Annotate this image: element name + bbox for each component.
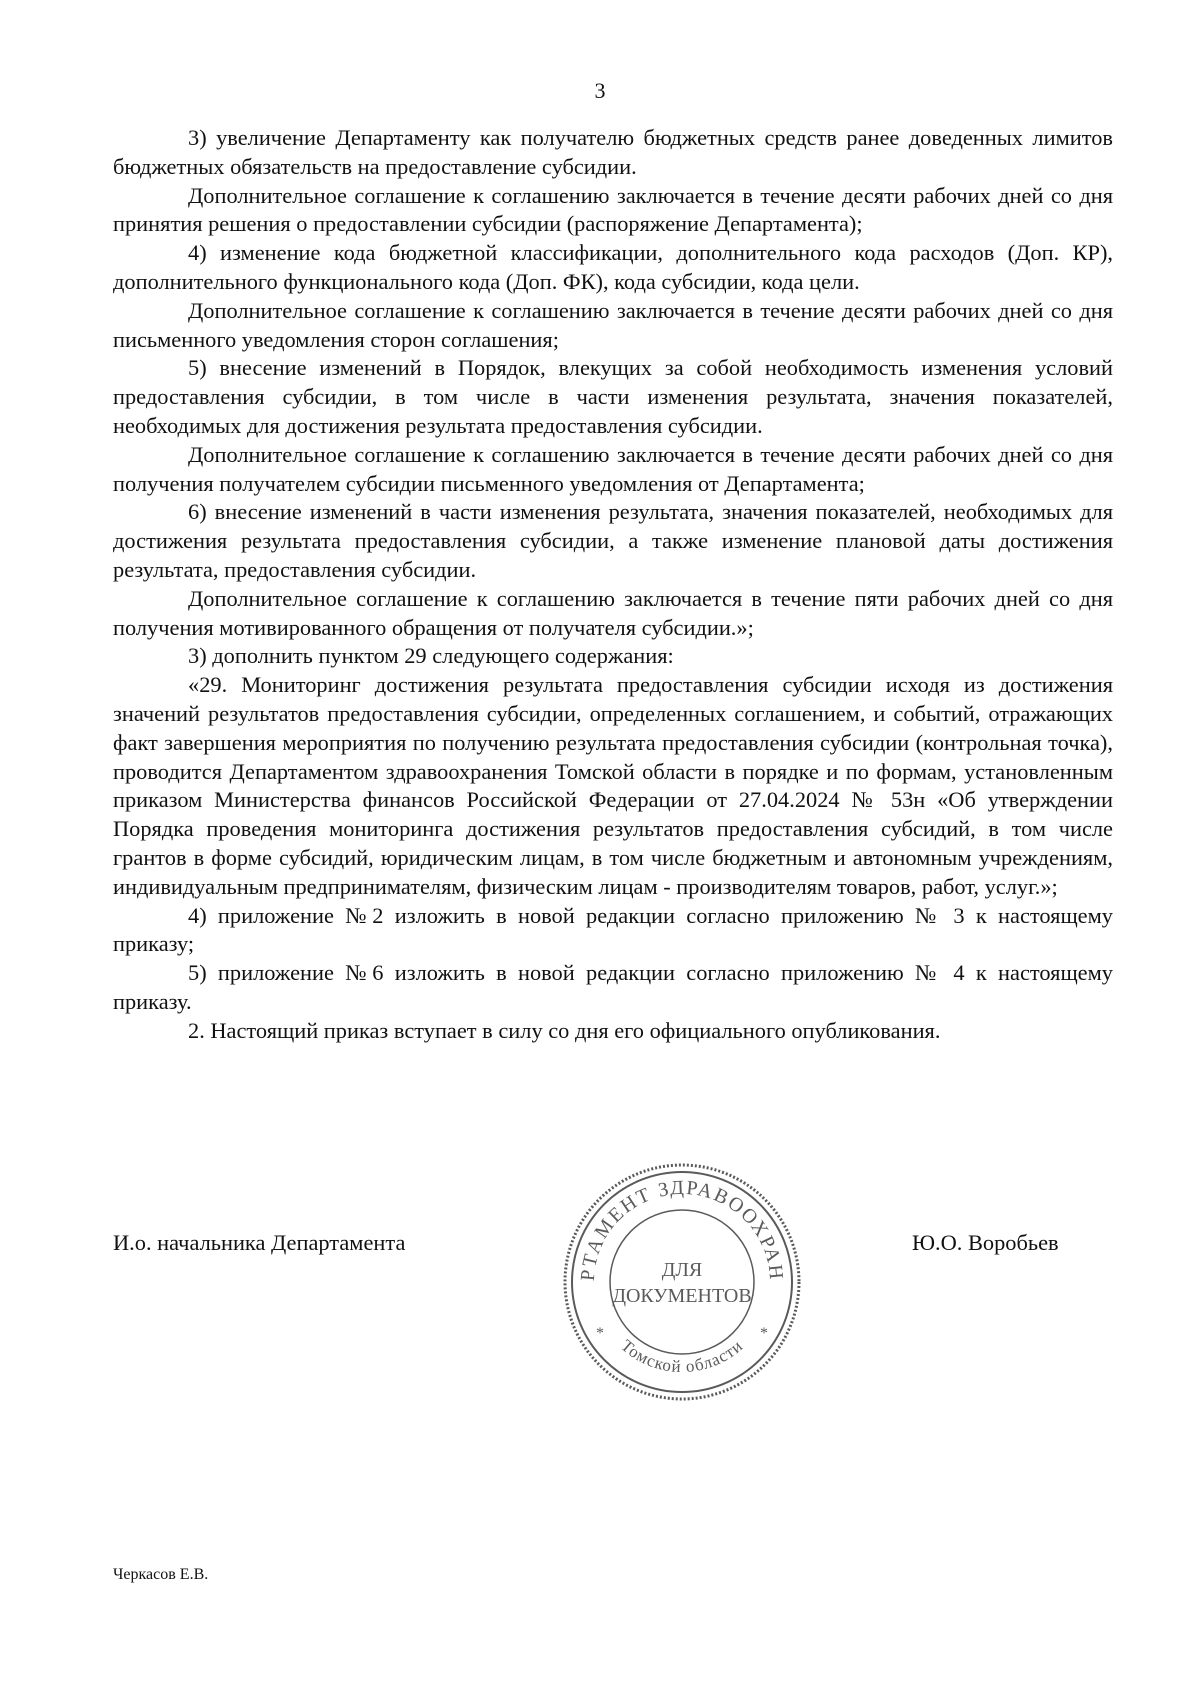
paragraph: 3) увеличение Департаменту как получателю бюджетных средств ранее доведенных лимитов бюджетных обязательств на предоставление субсидии. (113, 125, 1113, 179)
stamp-center-line2: ДОКУМЕНТОВ (612, 1285, 752, 1307)
signatory-name: Ю.О. Воробьев (912, 1230, 1059, 1255)
stamp-ring-text: РТАМЕНТ ЗДРАВООХРАН (576, 1176, 788, 1283)
official-stamp (560, 1160, 804, 1404)
signatory-position: И.о. начальника Департамента (113, 1230, 406, 1255)
paragraph: «29. Мониторинг достижения результата предоставления субсидии исходя из достижения значений результатов предоставления субсидии, определенных соглашением, и событий, отражающих факт завершения мероприятия по получению результата предоставления субсидии (контрольная точка), проводится Департаментом здравоохранения Томской области в порядке и по формам, установленным приказом Министерства финансов Российской Федерации от 27.04.2024 № 53н «Об утверждении Порядка проведения мониторинга достижения результатов предоставления субсидий, в том числе грантов в форме субсидий, юридическим лицам, в том числе бюджетным и автономным учреждениям, индивидуальным предпринимателям, физическим лицам - производителям товаров, работ, услуг.»; (113, 672, 1113, 899)
paragraph: Дополнительное соглашение к соглашению заключается в течение десяти рабочих дней со дня письменного уведомления сторон соглашения; (113, 297, 1113, 352)
paragraph: 5) внесение изменений в Порядок, влекущих за собой необходимость изменения условий предоставления субсидии, в том числе в части изменения результата, значения показателей, необходимых для достижения результата предоставления субсидии. (113, 355, 1113, 438)
page-number: 3 (594, 78, 606, 103)
stamp-bottom-text: Томской области (617, 1335, 747, 1377)
paragraph: Дополнительное соглашение к соглашению заключается в течение десяти рабочих дней со дня принятия решения о предоставлении субсидии (распоряжение Департамента); (113, 182, 1113, 237)
paragraph: Дополнительное соглашение к соглашению заключается в течение десяти рабочих дней со дня получения получателем субсидии письменного уведомления от Департамента; (113, 441, 1113, 496)
paragraph: Дополнительное соглашение к соглашению заключается в течение пяти рабочих дней со дня получения мотивированного обращения от получателя субсидии.»; (113, 585, 1113, 640)
paragraph: 5) приложение №6 изложить в новой редакции согласно приложению № 4 к настоящему приказу. (113, 960, 1113, 1014)
stamp-center-line1: ДЛЯ (661, 1259, 703, 1281)
paragraph: 4) приложение №2 изложить в новой редакции согласно приложению № 3 к настоящему приказу; (113, 902, 1113, 957)
paragraph: 2. Настоящий приказ вступает в силу со дня его официального опубликования. (188, 1017, 941, 1043)
executor-name: Черкасов Е.В. (113, 1566, 209, 1583)
paragraph: 3) дополнить пунктом 29 следующего содержания: (188, 643, 674, 669)
stamp-seal-icon (560, 1160, 804, 1404)
svg-text:*: * (596, 1325, 604, 1342)
paragraph: 4) изменение кода бюджетной классификации, дополнительного кода расходов (Доп. КР), дополнительного функционального кода (Доп. ФК), кода субсидии, кода цели. (113, 240, 1113, 294)
svg-text:Томской области (617, 1336, 746, 1376)
document-body (113, 124, 1113, 1046)
svg-text:*: * (760, 1325, 768, 1342)
paragraph: 6) внесение изменений в части изменения результата, значения показателей, необходимых для достижения результата предоставления субсидии, а также изменение плановой даты достижения результата, предоставления субсидии. (113, 499, 1113, 582)
